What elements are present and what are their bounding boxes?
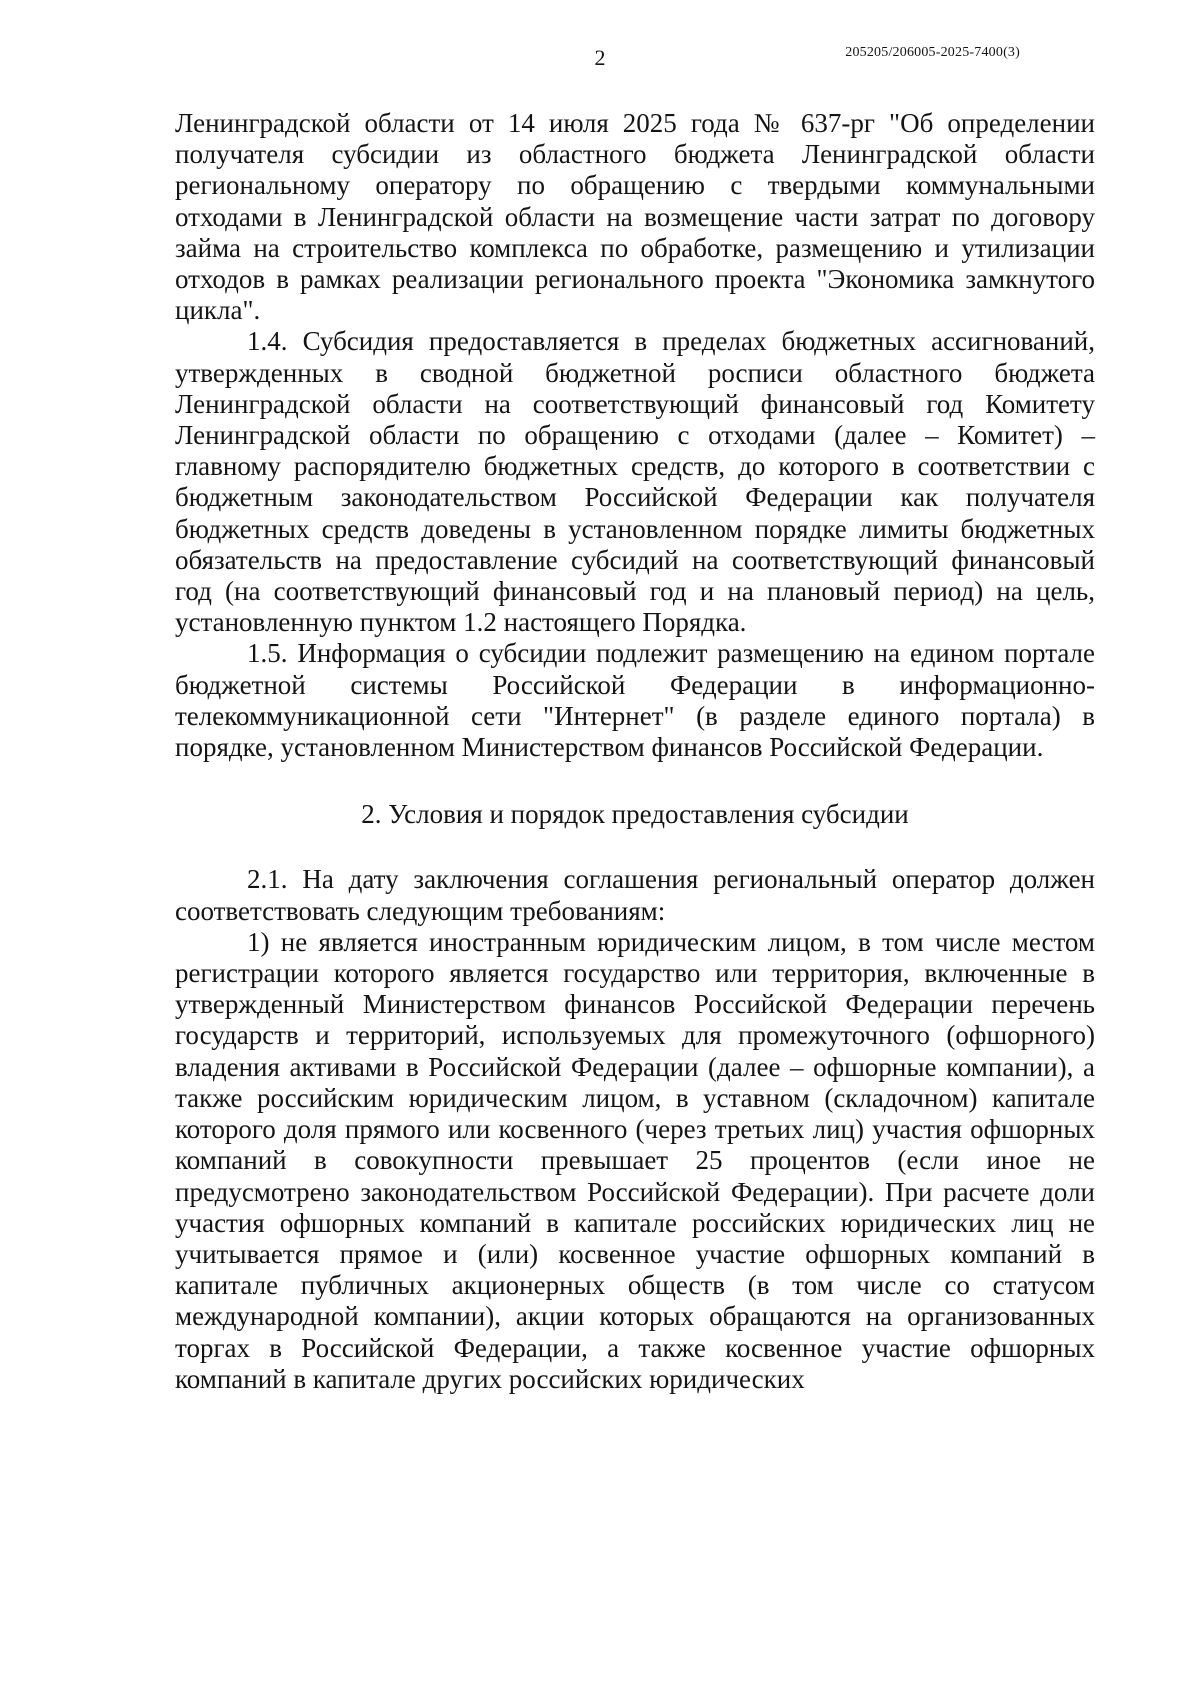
paragraph-requirement-1: 1) не является иностранным юридическим лицом, в том числе местом регистрации которого является государство или территория, включенные в утвержденный Министерством финансов Российской Федерации перечень государств и территорий, используемых для промежуточного (офшорного) владения активами в Российской Федерации (далее – офшорные компании), а также российским юридическим лицом, в уставном (складочном) капитале которого доля прямого или косвенного (через третьих лиц) участия офшорных компаний в совокупности превышает 25 процентов (если иное не предусмотрено законодательством Российской Федерации). При расчете доли участия офшорных компаний в капитале российских юридических лиц не учитывается прямое и (или) косвенное участие офшорных компаний в капитале публичных акционерных обществ (в том числе со статусом международной компании), акции которых обращаются на организованных торгах в Российской Федерации, а также косвенное участие офшорных компаний в капитале других российских юридических xyxy=(175,926,1095,1394)
page-number: 2 xyxy=(594,45,606,70)
document-registration-number: 205205/206005-2025-7400(3) xyxy=(845,45,1020,60)
paragraph-1-5: 1.5. Информация о субсидии подлежит размещению на едином портале бюджетной системы Российской Федерации в информационно-телекоммуникационной сети "Интернет" (в разделе единого портала) в порядке, установленном Министерством финансов Российской Федерации. xyxy=(175,638,1095,763)
document-body xyxy=(175,108,1095,1395)
paragraph-continuation: Ленинградской области от 14 июля 2025 года № 637-рг "Об определении получателя субсидии из областного бюджета Ленинградской области региональному оператору по обращению с твердыми коммунальными отходами в Ленинградской области на возмещение части затрат по договору займа на строительство комплекса по обработке, размещению и утилизации отходов в рамках реализации регионального проекта "Экономика замкнутого цикла". xyxy=(175,108,1095,326)
paragraph-2-1: 2.1. На дату заключения соглашения региональный оператор должен соответствовать следующим требованиям: xyxy=(175,864,1095,926)
section-heading: 2. Условия и порядок предоставления субсидии xyxy=(361,799,909,830)
paragraph-1-4: 1.4. Субсидия предоставляется в пределах бюджетных ассигнований, утвержденных в сводной бюджетной росписи областного бюджета Ленинградской области на соответствующий финансовый год Комитету Ленинградской области по обращению с отходами (далее – Комитет) – главному распорядителю бюджетных средств, до которого в соответствии с бюджетным законодательством Российской Федерации как получателя бюджетных средств доведены в установленном порядке лимиты бюджетных обязательств на предоставление субсидий на соответствующий финансовый год (на соответствующий финансовый год и на плановый период) на цель, установленную пунктом 1.2 настоящего Порядка. xyxy=(175,326,1095,638)
